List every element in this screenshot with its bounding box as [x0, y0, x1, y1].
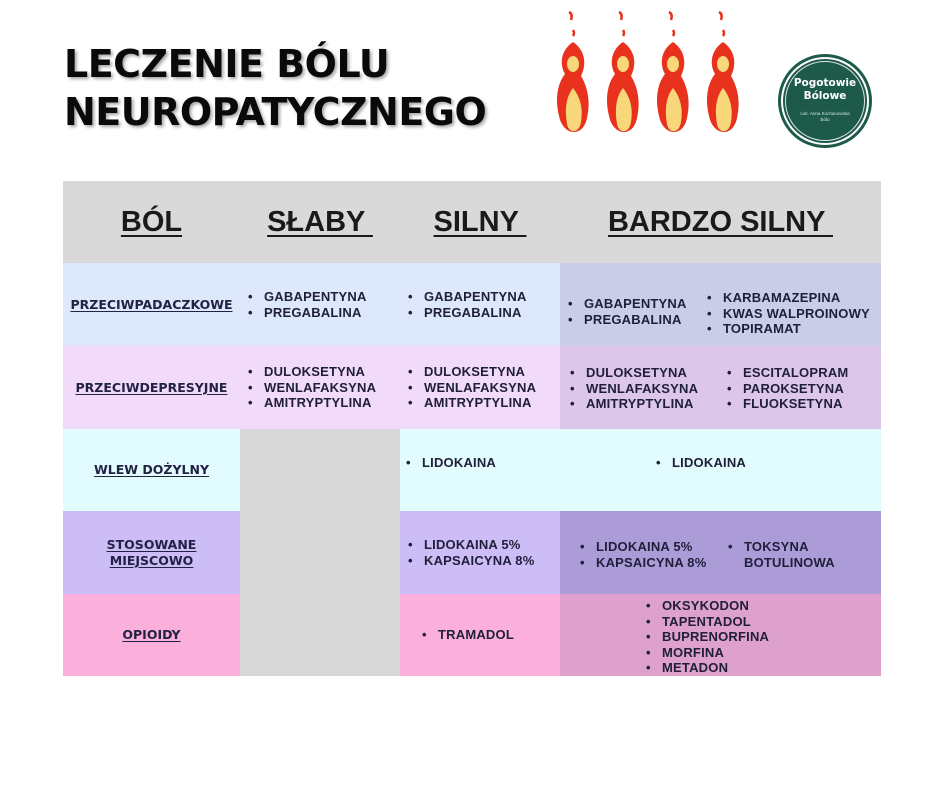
cell-wlew-silny	[400, 429, 560, 511]
drug-list	[726, 539, 835, 570]
drug-item: • TOPIRAMAT	[705, 321, 870, 337]
row-label-opioidy: OPIOIDY	[63, 594, 240, 676]
cell-opioidy-silny	[400, 594, 560, 676]
drug-item: • TAPENTADOL	[644, 614, 769, 630]
drug-item: • PREGABALINA	[566, 312, 687, 328]
header-slaby: SŁABY	[240, 181, 400, 263]
drug-item: • LIDOKAINA	[404, 455, 496, 471]
drug-list	[420, 627, 514, 643]
drug-list	[566, 296, 687, 327]
drug-item: • KAPSAICYNA 8%	[578, 555, 706, 571]
logo-name: Pogotowie Bólowe	[793, 77, 857, 102]
cell-przeciwdepresyjne-bardzo-silny	[560, 346, 881, 429]
drug-item: • PREGABALINA	[406, 305, 527, 321]
fire-icon	[553, 8, 593, 148]
drug-list	[406, 289, 527, 320]
cell-przeciwdepresyjne-slaby	[240, 346, 400, 429]
cell-przeciwpadaczkowe-slaby	[240, 263, 400, 346]
drug-item: • BUPRENORFINA	[644, 629, 769, 645]
drug-list	[246, 364, 376, 411]
drug-item: • WENLAFAKSYNA	[406, 380, 536, 396]
cell-opioidy-bardzo-silny	[560, 594, 881, 676]
drug-list	[246, 289, 367, 320]
drug-item: • PAROKSETYNA	[725, 381, 848, 397]
drug-item: • KAPSAICYNA 8%	[406, 553, 534, 569]
cell-przeciwpadaczkowe-bardzo-silny	[560, 263, 881, 346]
drug-item: • LIDOKAINA 5%	[578, 539, 706, 555]
drug-item-continuation: BOTULINOWA	[744, 554, 835, 570]
cell-przeciwpadaczkowe-silny	[400, 263, 560, 346]
drug-list	[644, 598, 769, 676]
flames-decoration	[553, 8, 753, 148]
drug-list	[404, 455, 496, 471]
drug-item: • AMITRYPTYLINA	[568, 396, 698, 412]
drug-list	[406, 537, 534, 568]
drug-item: • TOKSYNA	[726, 539, 835, 555]
drug-item: • KWAS WALPROINOWY	[705, 306, 870, 322]
header-silny: SILNY	[400, 181, 560, 263]
row-label-stosowane-miejscowo: STOSOWANE MIEJSCOWO	[63, 511, 240, 594]
drug-item: • ESCITALOPRAM	[725, 365, 848, 381]
drug-list	[705, 290, 870, 337]
cell-przeciwdepresyjne-silny	[400, 346, 560, 429]
drug-item: • FLUOKSETYNA	[725, 396, 848, 412]
title-line-1: LECZENIE BÓLU	[64, 42, 390, 86]
empty-slaby-block	[240, 429, 400, 676]
drug-item: • LIDOKAINA	[654, 455, 746, 471]
cell-miejscowo-bardzo-silny	[560, 511, 881, 594]
drug-item: • WENLAFAKSYNA	[568, 381, 698, 397]
drug-list	[578, 539, 706, 570]
treatment-table	[63, 181, 881, 676]
drug-item: • GABAPENTYNA	[566, 296, 687, 312]
drug-list	[406, 364, 536, 411]
drug-item: • AMITRYPTYLINA	[406, 395, 536, 411]
logo-subtitle: Lek. Anna Kochanowska Bólu	[800, 111, 850, 122]
drug-item: • METADON	[644, 660, 769, 676]
drug-list	[568, 365, 698, 412]
drug-list	[654, 455, 746, 471]
drug-item: • MORFINA	[644, 645, 769, 661]
drug-list	[725, 365, 848, 412]
fire-icon	[603, 8, 643, 148]
drug-item: • GABAPENTYNA	[406, 289, 527, 305]
drug-item: • LIDOKAINA 5%	[406, 537, 534, 553]
header-bol: BÓL	[63, 181, 240, 263]
drug-item: • AMITRYPTYLINA	[246, 395, 376, 411]
drug-item: • PREGABALINA	[246, 305, 367, 321]
drug-item: • GABAPENTYNA	[246, 289, 367, 305]
fire-icon	[653, 8, 693, 148]
cell-wlew-bardzo-silny	[560, 429, 881, 511]
page-title	[64, 40, 486, 136]
drug-item: • TRAMADOL	[420, 627, 514, 643]
drug-item: • DULOKSETYNA	[406, 364, 536, 380]
drug-item: • DULOKSETYNA	[246, 364, 376, 380]
header-bardzo-silny: BARDZO SILNY	[560, 181, 881, 263]
row-label-przeciwdepresyjne: PRZECIWDEPRESYJNE	[63, 346, 240, 429]
drug-item: • WENLAFAKSYNA	[246, 380, 376, 396]
drug-item: • DULOKSETYNA	[568, 365, 698, 381]
row-label-przeciwpadaczkowe: PRZECIWPADACZKOWE	[63, 263, 240, 346]
drug-item: • OKSYKODON	[644, 598, 769, 614]
drug-item: • KARBAMAZEPINA	[705, 290, 870, 306]
cell-miejscowo-silny	[400, 511, 560, 594]
pogotowie-bolowe-logo	[781, 57, 869, 145]
title-line-2: NEUROPATYCZNEGO	[64, 90, 487, 134]
row-label-wlew-dozylny: WLEW DOŻYLNY	[63, 429, 240, 511]
fire-icon	[703, 8, 743, 148]
